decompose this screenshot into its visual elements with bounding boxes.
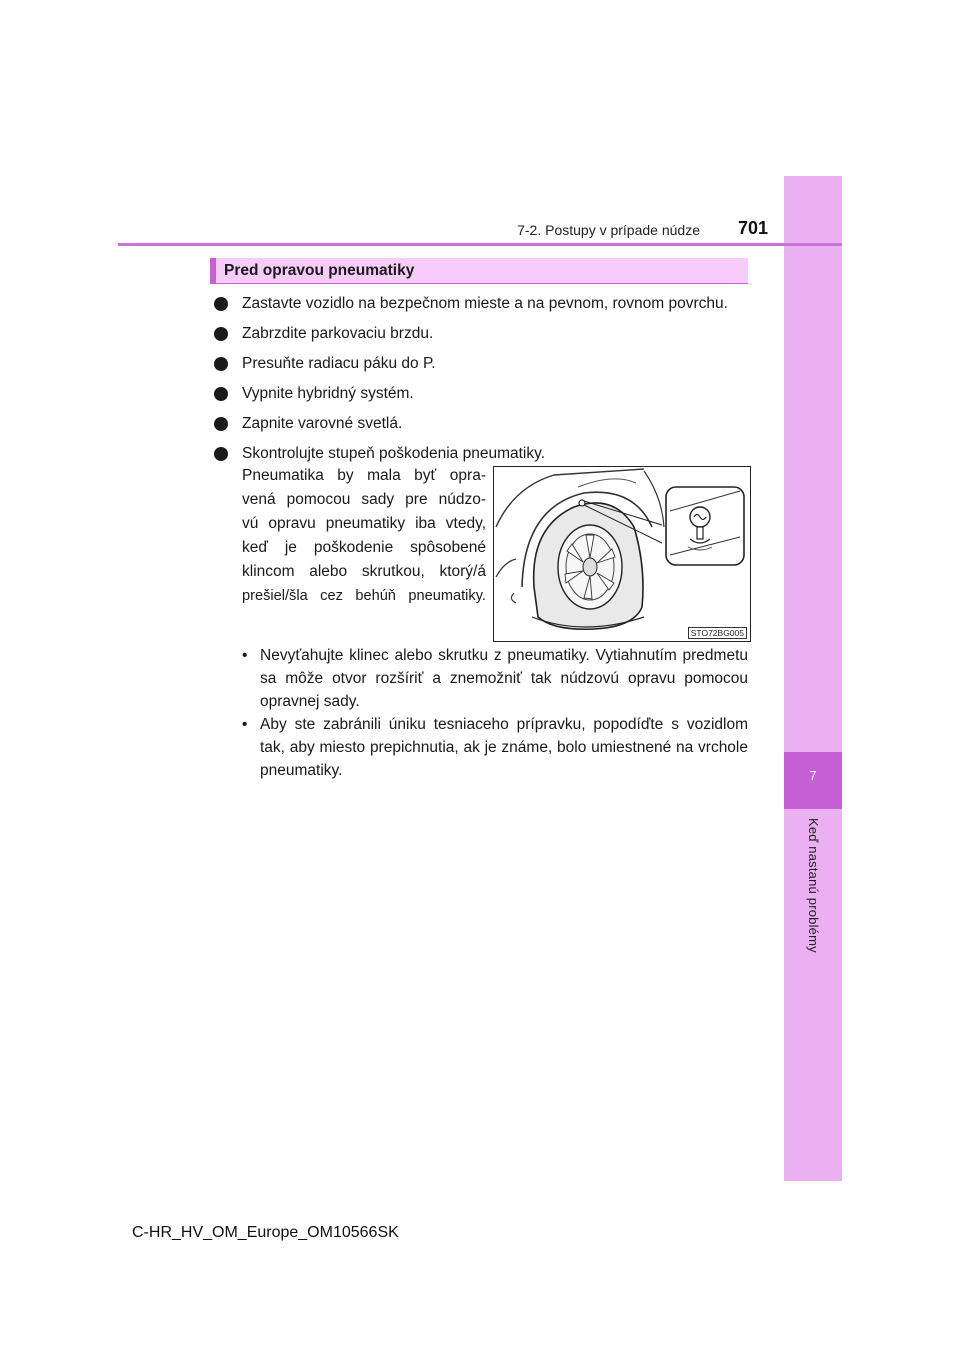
bullet-icon xyxy=(214,387,228,401)
bullet-icon xyxy=(214,417,228,431)
paragraph-line: vú opravu pneumatiky iba vtedy, xyxy=(242,515,486,532)
paragraph-line: prešiel/šla cez behúň pneumatiky. xyxy=(242,588,486,604)
header-section-title: 7-2. Postupy v prípade núdze xyxy=(517,222,700,238)
list-item-text: Zastavte vozidlo na bezpečnom mieste a na pevnom, rovnom povrchu. xyxy=(242,295,728,312)
list-item-text: Zabrzdite parkovaciu brzdu. xyxy=(242,325,434,342)
note-bullet: • xyxy=(242,647,248,664)
bullet-icon xyxy=(214,447,228,461)
list-item xyxy=(242,713,748,782)
flat-tire-illustration xyxy=(493,466,751,642)
list-item-text: Presuňte radiacu páku do P. xyxy=(242,355,436,372)
paragraph-line: klincom alebo skrutkou, ktorý/á xyxy=(242,563,486,580)
step-list xyxy=(214,292,748,472)
list-item xyxy=(214,292,748,316)
list-item xyxy=(214,442,748,466)
note-text: Nevyťahujte klinec alebo skrutku z pneumatiky. Vytiahnutím predmetu sa môže otvor rozšíriť a znemožniť tak núdzovú opravu pomocou opravnej sady. xyxy=(260,647,748,710)
bullet-icon xyxy=(214,357,228,371)
chapter-number: 7 xyxy=(809,768,817,783)
note-bullet: • xyxy=(242,716,248,733)
note-text: Aby ste zabránili úniku tesniaceho prípravku, popodíďte s vozidlom tak, aby miesto prepichnutia, ak je známe, bolo umiestnené na vrchole pneumatiky. xyxy=(260,716,748,779)
bullet-icon xyxy=(214,327,228,341)
notes-list xyxy=(242,644,748,782)
list-item xyxy=(242,644,748,713)
list-item xyxy=(214,322,748,346)
section-title: Pred opravou pneumatiky xyxy=(224,262,415,279)
bullet-icon xyxy=(214,297,228,311)
list-item xyxy=(214,412,748,436)
list-item xyxy=(214,352,748,376)
list-item-text: Zapnite varovné svetlá. xyxy=(242,415,403,432)
paragraph-line: vená pomocou sady pre núdzo- xyxy=(242,491,486,508)
header-divider xyxy=(118,243,842,246)
paragraph-line: keď je poškodenie spôsobené xyxy=(242,539,486,556)
list-item-text: Vypnite hybridný systém. xyxy=(242,385,414,402)
footer-doc-id: C-HR_HV_OM_Europe_OM10566SK xyxy=(132,1224,399,1241)
list-item xyxy=(214,382,748,406)
tire-damage-paragraph xyxy=(242,464,486,608)
section-heading-accent xyxy=(210,258,216,284)
tire-with-screw-icon xyxy=(494,467,750,641)
paragraph-line: Pneumatika by mala byť opra- xyxy=(242,467,486,484)
page-number: 701 xyxy=(738,218,769,238)
chapter-label: Keď nastanú problémy xyxy=(806,818,821,953)
chapter-side-tab xyxy=(784,176,842,1181)
figure-code: STO72BG005 xyxy=(688,627,747,639)
list-item-text: Skontrolujte stupeň poškodenia pneumatiky. xyxy=(242,445,546,462)
section-heading-underline xyxy=(210,283,748,284)
